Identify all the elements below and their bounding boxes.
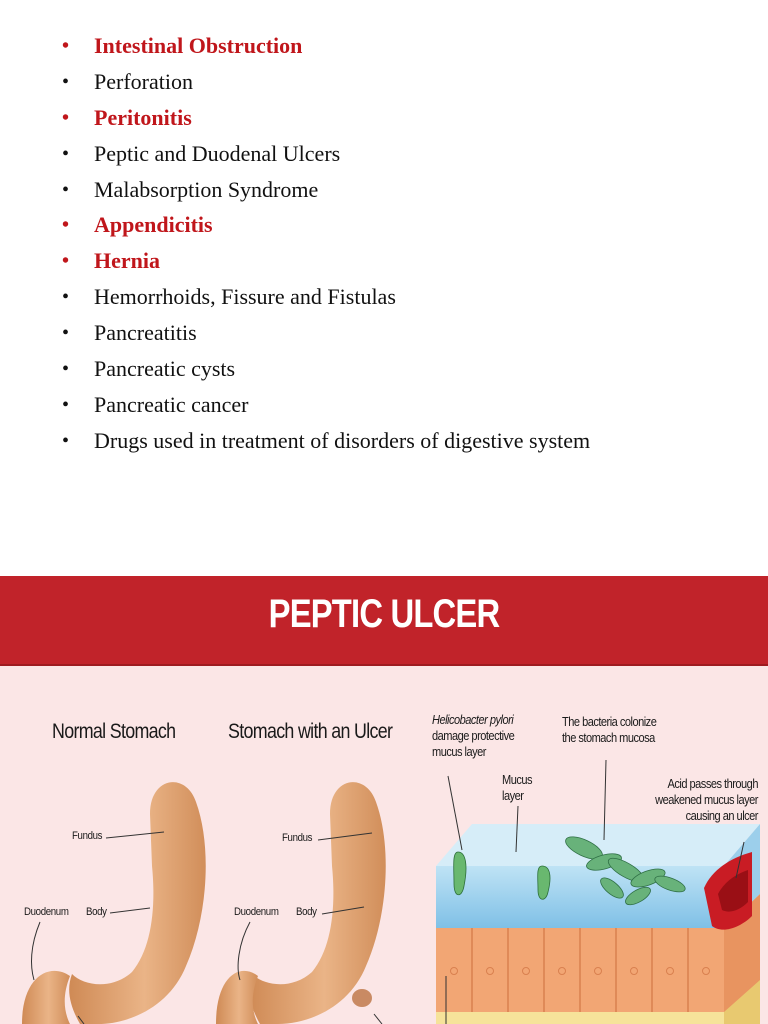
list-item [62,64,590,100]
bullet-dot: • [62,393,70,416]
bullet-dot: • [62,429,70,452]
list-item-text: Intestinal Obstruction [94,33,303,58]
colonize-note-line: The bacteria colonize [562,714,657,729]
list-item [62,100,590,136]
list-item [62,423,590,459]
list-item [62,207,590,243]
bullet-dot: • [62,358,70,381]
list-item-text: Hemorrhoids, Fissure and Fistulas [94,284,396,310]
hpylori-note-line: damage protective [432,728,515,743]
ulcer-spot [352,989,372,1007]
acid-note-line: causing an ulcer [685,808,758,823]
bullet-dot: • [62,286,70,309]
list-item-text: Perforation [94,68,193,94]
list-item [62,387,590,423]
bullet-dot: • [62,106,70,129]
colonize-note-line: the stomach mucosa [562,730,655,745]
acid-note-line: Acid passes through [667,776,758,791]
disorder-list [62,28,590,459]
ulcer-stomach-title: Stomach with an Ulcer [228,720,393,743]
normal-body-label: Body [86,906,107,918]
normal-stomach-title: Normal Stomach [52,720,176,743]
list-item [62,243,590,279]
mucus-note-line: layer [502,788,524,803]
list-item-text: Drugs used in treatment of disorders of digestive system [94,427,591,453]
list-item [62,315,590,351]
mucus-note-line: Mucus [502,772,533,787]
acid-note-line: weakened mucus layer [655,792,758,807]
bullet-dot: • [62,322,70,345]
normal-stomach-shape [22,782,206,1024]
list-item [62,351,590,387]
ulcer-fundus-label: Fundus [282,832,313,844]
colonize-note [562,714,656,746]
list-item-text: Pancreatitis [94,320,197,346]
list-item-text: Hernia [94,248,160,274]
bullet-dot: • [62,35,70,57]
acid-note [655,776,758,824]
list-item [62,172,590,208]
list-item [62,136,590,172]
hpylori-note-line: mucus layer [432,744,486,759]
hpylori-note [432,712,514,760]
list-item-text: Appendicitis [94,212,213,238]
peptic-ulcer-infographic [0,576,768,1024]
list-item-text: Malabsorption Syndrome [94,176,319,202]
bullet-dot: • [62,70,70,93]
bullet-dot: • [62,142,70,165]
stomach-illustration [0,576,768,1024]
infographic-title: PEPTIC ULCER [268,592,500,636]
normal-fundus-label: Fundus [72,830,103,842]
list-item-text: Peptic and Duodenal Ulcers [94,140,341,166]
ulcer-stomach-shape [216,782,386,1024]
ulcer-duodenum-label: Duodenum [234,906,279,918]
list-item-text: Pancreatic cancer [94,391,249,417]
list-item [62,28,590,64]
bullet-dot: • [62,214,70,237]
list-item-text: Pancreatic cysts [94,356,236,382]
hpylori-name: Helicobacter pylori [432,712,514,727]
mucus-layer-note [502,772,532,804]
ulcer-body-label: Body [296,906,317,918]
list-item [62,279,590,315]
list-item-text: Peritonitis [94,104,192,130]
bullet-dot: • [62,250,70,273]
normal-duodenum-label: Duodenum [24,906,69,918]
bullet-dot: • [62,178,70,201]
